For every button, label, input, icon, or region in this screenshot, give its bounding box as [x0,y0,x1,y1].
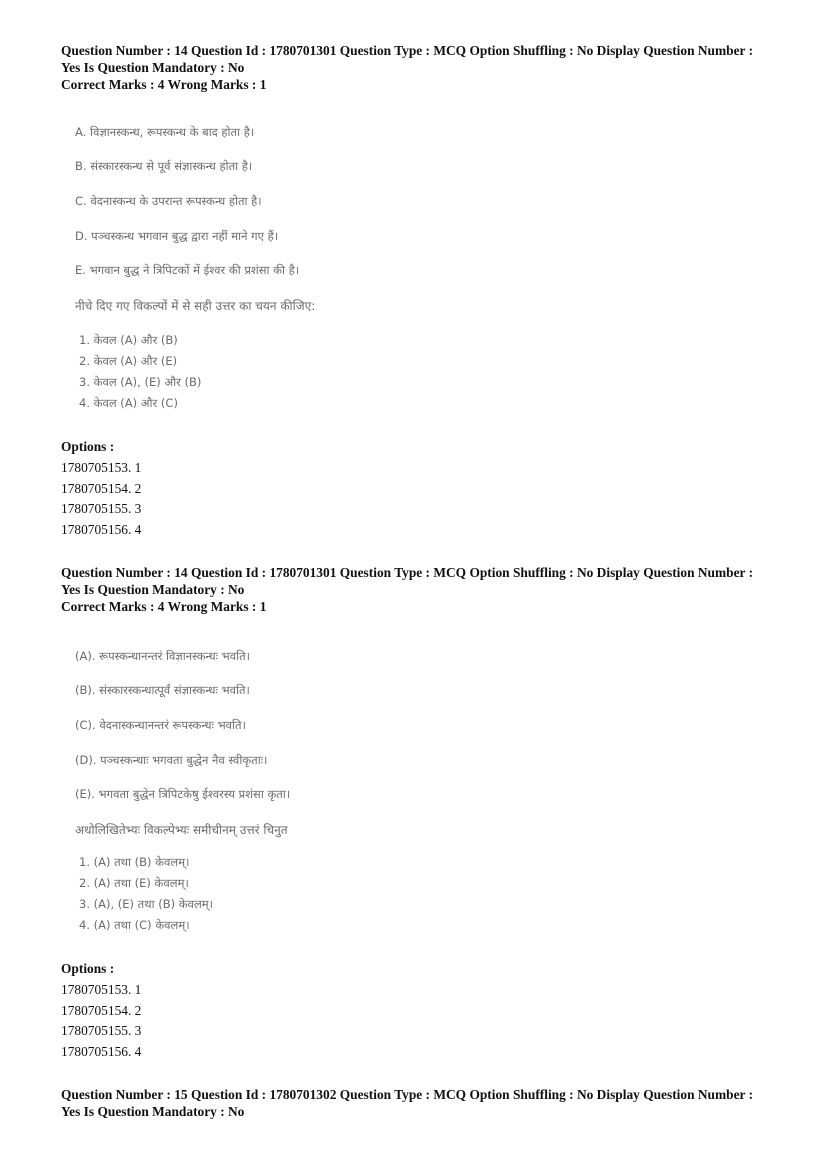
question-header: Question Number : 14 Question Id : 1780701301 Question Type : MCQ Option Shuffling : No Display Question Number : Yes Is Question Mandatory : No [61,43,754,75]
question-image [62,118,402,418]
option-item: 1780705156. 4 [61,522,142,537]
statement: D. पञ्चस्कन्ध भगवान बुद्ध द्वारा नहीं माने गए हैं। [75,229,279,243]
choice: 3. (A), (E) तथा (B) केवलम्। [79,897,213,911]
statement: B. संस्कारस्कन्ध से पूर्व संज्ञास्कन्ध होता है। [75,159,253,173]
statement: (D). पञ्चस्कन्धाः भगवता बुद्धेन नैव स्वीकृताः। [75,753,268,767]
option-item: 1780705153. 1 [61,460,142,475]
choice: 4. केवल (A) और (C) [79,396,178,410]
options-label: Options : [61,961,115,976]
question-header: Question Number : 14 Question Id : 1780701301 Question Type : MCQ Option Shuffling : No Display Question Number : Yes Is Question Mandatory : No [61,565,754,597]
choice: 1. (A) तथा (B) केवलम्। [79,855,190,869]
question-header: Question Number : 15 Question Id : 1780701302 Question Type : MCQ Option Shuffling : No Display Question Number : Yes Is Question Mandatory : No [61,1087,754,1119]
statement: (C). वेदनास्कन्धानन्तरं रूपस्कन्धः भवति। [75,718,246,732]
instruction: नीचे दिए गए विकल्पों में से सही उत्तर का चयन कीजिए: [75,299,316,313]
options-label: Options : [61,439,115,454]
statement: C. वेदनास्कन्ध के उपरान्त रूपस्कन्ध होता है। [75,194,262,208]
question-image [62,642,402,942]
statement: (B). संस्कारस्कन्धात्पूर्वं संज्ञास्कन्धः भवति। [75,683,250,697]
option-item: 1780705153. 1 [61,982,142,997]
instruction: अधोलिखितेभ्यः विकल्पेभ्यः समीचीनम् उत्तरं चिनुत [75,823,288,837]
option-item: 1780705154. 2 [61,481,142,496]
statement: A. विज्ञानस्कन्ध, रूपस्कन्ध के बाद होता है। [75,125,255,139]
choice: 2. (A) तथा (E) केवलम्। [79,876,189,890]
option-item: 1780705155. 3 [61,501,142,516]
marks-line: Correct Marks : 4 Wrong Marks : 1 [61,599,267,614]
statement: (E). भगवता बुद्धेन त्रिपिटकेषु ईश्वरस्य प्रशंसा कृता। [75,787,291,801]
option-item: 1780705154. 2 [61,1003,142,1018]
statement: (A). रूपस्कन्धानन्तरं विज्ञानस्कन्धः भवति। [75,649,251,663]
choice: 3. केवल (A), (E) और (B) [79,375,202,389]
option-item: 1780705155. 3 [61,1023,142,1038]
marks-line: Correct Marks : 4 Wrong Marks : 1 [61,77,267,92]
choice: 1. केवल (A) और (B) [79,333,178,347]
choice: 2. केवल (A) और (E) [79,354,178,368]
choice: 4. (A) तथा (C) केवलम्। [79,918,190,932]
statement: E. भगवान बुद्ध ने त्रिपिटकों में ईश्वर की प्रशंसा की है। [75,263,300,277]
option-item: 1780705156. 4 [61,1044,142,1059]
